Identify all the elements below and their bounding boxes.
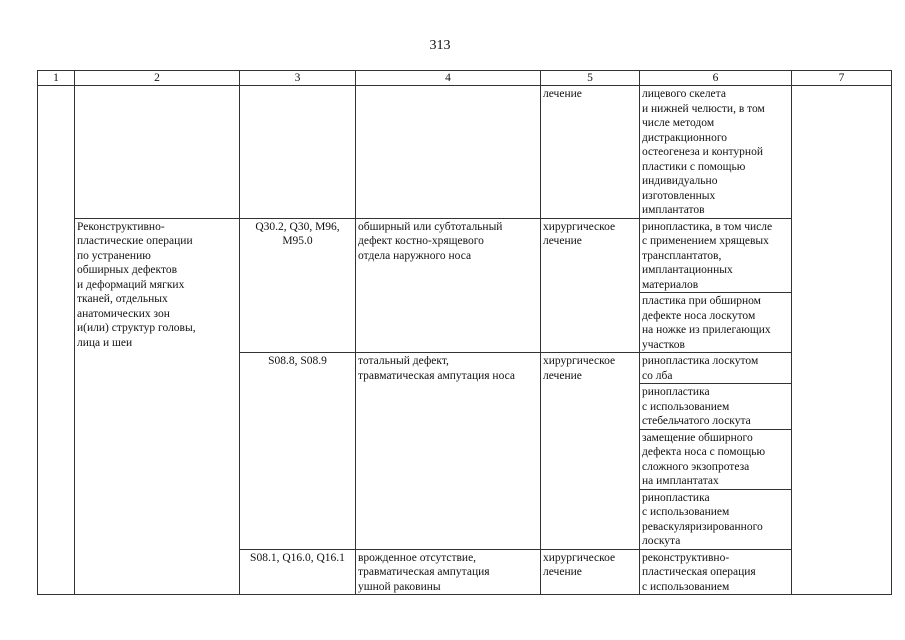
- header-cell-6: 6: [640, 71, 792, 86]
- table-row: [38, 86, 892, 219]
- diagnosis-codes: Q30.2, Q30, M96, M95.0: [240, 218, 356, 353]
- table-cell-col2: [75, 86, 240, 219]
- condition-description: врожденное отсутствие, травматическая ампутация ушной раковины: [356, 549, 541, 595]
- treatment-type: хирургическое лечение: [541, 353, 640, 550]
- diagnosis-codes: S08.8, S08.9: [240, 353, 356, 550]
- treatment-method: реконструктивно- пластическая операция с использованием: [640, 549, 792, 595]
- treatment-method: ринопластика с использованием стебельчатого лоскута: [640, 384, 792, 430]
- treatment-method: замещение обширного дефекта носа с помощью сложного экзопротеза на имплантатах: [640, 429, 792, 489]
- condition-description: обширный или субтотальный дефект костно-хрящевого отдела наружного носа: [356, 218, 541, 353]
- table-row: [38, 218, 892, 293]
- treatment-method: ринопластика, в том числе с применением хрящевых трансплантатов, имплантационных материалов: [640, 218, 792, 293]
- table-header-row: [38, 71, 892, 86]
- procedure-group-name: Реконструктивно- пластические операции по устранению обширных дефектов и деформаций мягких тканей, отдельных анатомических зон и(или) структур головы, лица и шеи: [75, 218, 240, 595]
- header-cell-2: 2: [75, 71, 240, 86]
- medical-procedures-table: [37, 70, 892, 595]
- table-cell-col5: лечение: [541, 86, 640, 219]
- header-cell-7: 7: [792, 71, 892, 86]
- header-cell-5: 5: [541, 71, 640, 86]
- diagnosis-codes: S08.1, Q16.0, Q16.1: [240, 549, 356, 595]
- table-cell-col1: [38, 86, 75, 595]
- treatment-type: хирургическое лечение: [541, 549, 640, 595]
- page-number: 313: [429, 38, 451, 53]
- condition-description: тотальный дефект, травматическая ампутация носа: [356, 353, 541, 550]
- table-cell-col3: [240, 86, 356, 219]
- header-cell-4: 4: [356, 71, 541, 86]
- table-cell-col4: [356, 86, 541, 219]
- table-cell-col6: лицевого скелета и нижней челюсти, в том числе методом дистракционного остеогенеза и контурной пластики с помощью индивидуально изготовленных имплантатов: [640, 86, 792, 219]
- treatment-method: ринопластика лоскутом со лба: [640, 353, 792, 384]
- table-cell-col7: [792, 86, 892, 595]
- header-cell-3: 3: [240, 71, 356, 86]
- header-cell-1: 1: [38, 71, 75, 86]
- treatment-method: ринопластика с использованием реваскуляризированного лоскута: [640, 489, 792, 549]
- treatment-type: хирургическое лечение: [541, 218, 640, 353]
- treatment-method: пластика при обширном дефекте носа лоскутом на ножке из прилегающих участков: [640, 293, 792, 353]
